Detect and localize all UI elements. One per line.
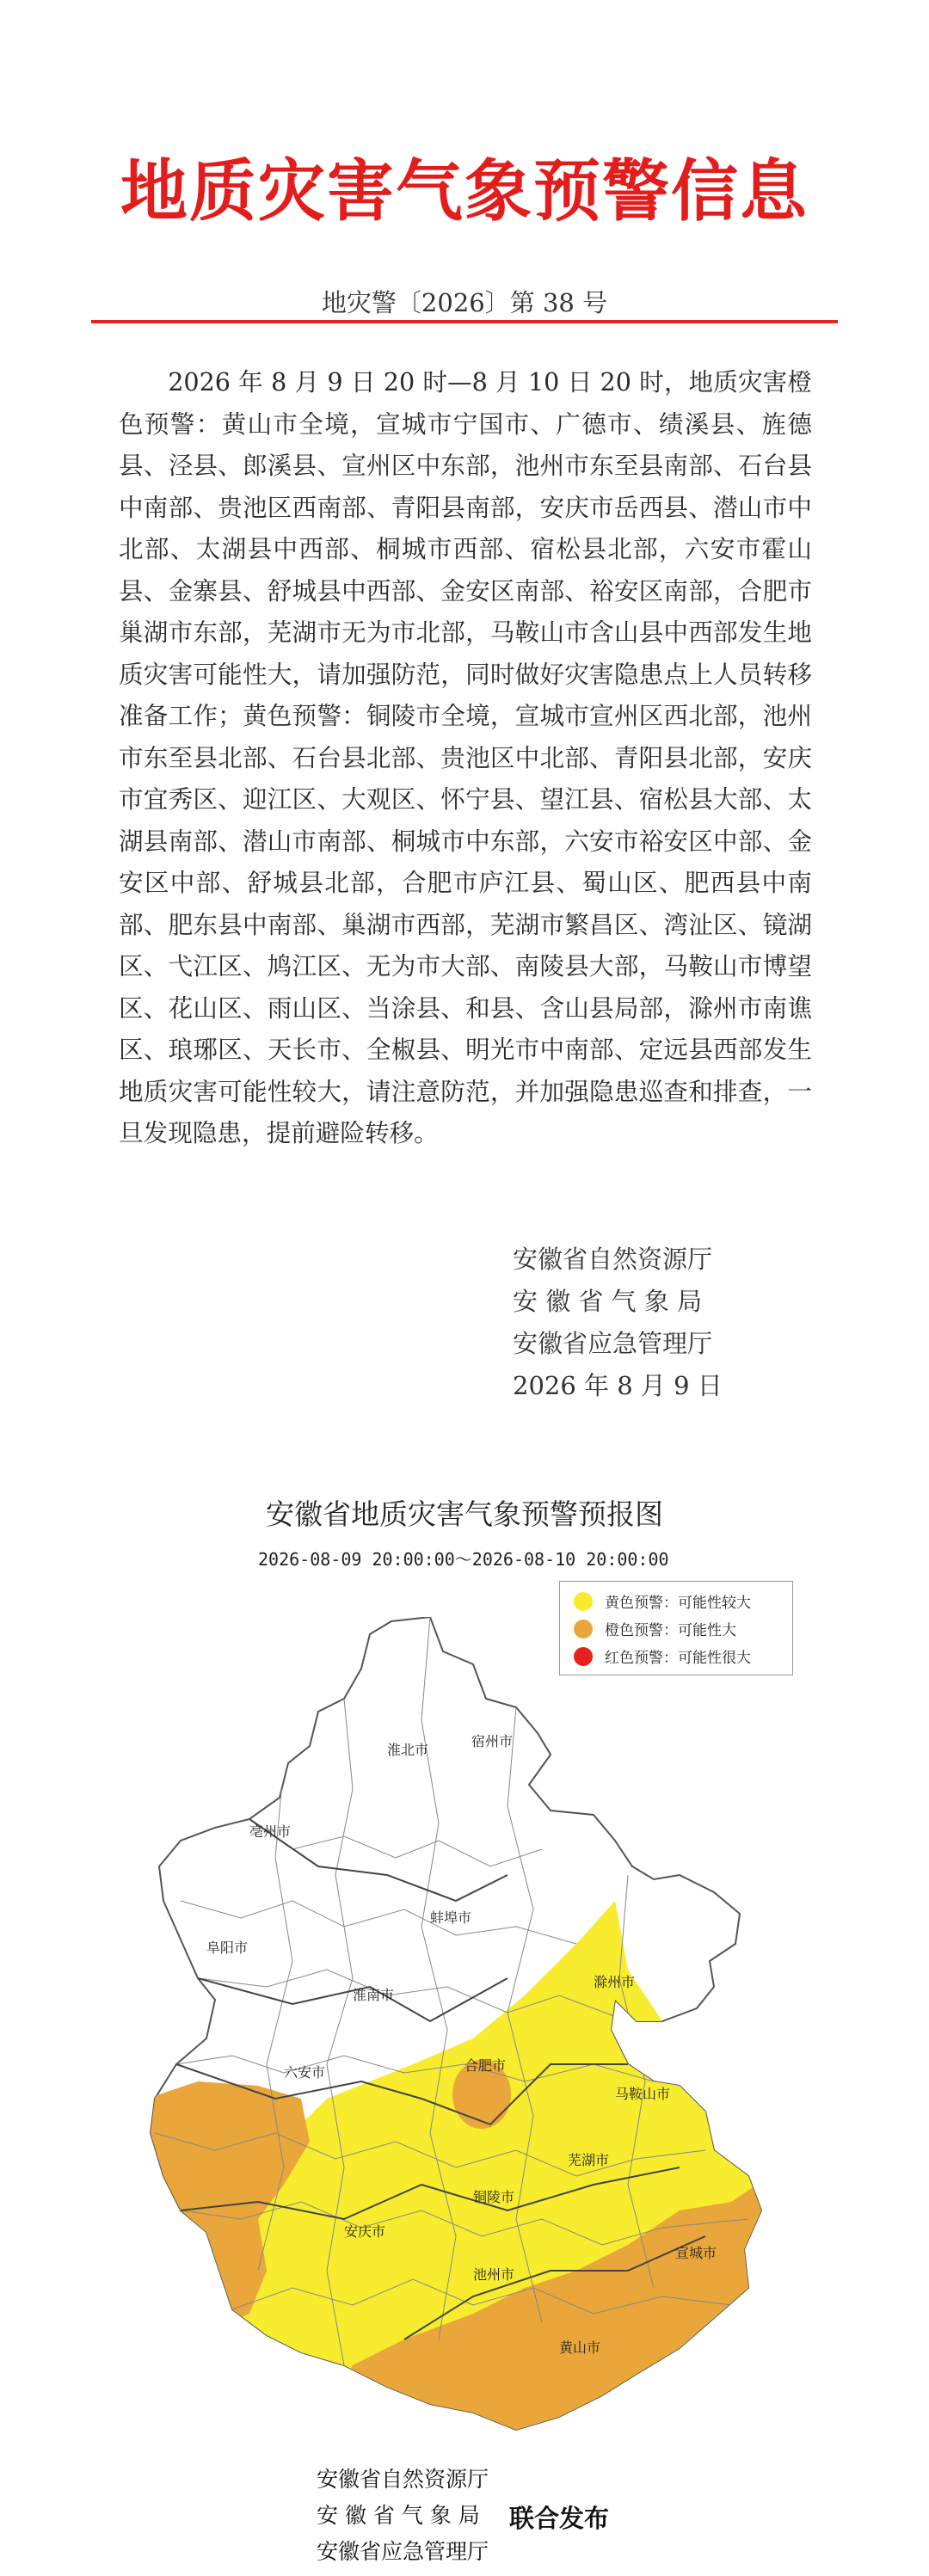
footer-org-natural-resources: 安徽省自然资源厅 bbox=[317, 2467, 489, 2492]
legend-label-orange: 橙色预警：可能性大 bbox=[605, 1622, 736, 1639]
city-label-huaibei: 淮北市 bbox=[387, 1742, 429, 1758]
city-label-hefei: 合肥市 bbox=[464, 2057, 507, 2074]
footer-issuers bbox=[317, 2462, 489, 2570]
map-period: 2026-08-09 20:00:00～2026-08-10 20:00:00 bbox=[258, 1549, 669, 1570]
city-label-chuzhou: 滁州市 bbox=[594, 1974, 636, 1990]
city-label-tongling: 铜陵市 bbox=[473, 2189, 515, 2205]
city-label-liuan: 六安市 bbox=[284, 2064, 326, 2081]
city-label-wuhu: 芜湖市 bbox=[568, 2152, 610, 2168]
document-number: 地灾警〔2026〕第 38 号 bbox=[321, 288, 608, 317]
city-label-maanshan: 马鞍山市 bbox=[615, 2086, 671, 2102]
city-label-xuancheng: 宣城市 bbox=[675, 2245, 717, 2261]
document-title: 地质灾害气象预警信息 bbox=[120, 153, 809, 231]
red-divider-line bbox=[91, 320, 838, 323]
yellow-dot-icon bbox=[574, 1592, 593, 1611]
city-label-anqing: 安庆市 bbox=[344, 2223, 386, 2240]
footer-org-meteorology: 安 徽 省 气 象 局 bbox=[317, 2503, 480, 2528]
warning-body-text: 2026 年 8 月 9 日 20 时—8 月 10 日 20 时，地质灾害橙色预警：黄山市全境，宣城市宁国市、广德市、绩溪县、旌德县、泾县、郎溪县、宣州区中东部，池州市东至县南部、石台县中南部、贵池区西南部、青阳县南部，安庆市岳西县、潜山市中北部、太湖县中西部、桐城市西部、宿松县北部，六安市霍山县、金寨县、舒城县中西部、金安区南部、裕安区南部，合肥市巢湖市东部，芜湖市无为市北部，马鞍山市含山县中西部发生地质灾害可能性大，请加强防范，同时做好灾害隐患点上人员转移准备工作；黄色预警：铜陵市全境，宣城市宣州区西北部，池州市东至县北部、石台县北部、贵池区中北部、青阳县北部，安庆市宜秀区、迎江区、大观区、怀宁县、望江县、宿松县大部、太湖县南部、潜山市南部、桐城市中东部，六安市裕安区中部、金安区中部、舒城县北部，合肥市庐江县、蜀山区、肥西县中南部、肥东县中南部、巢湖市西部，芜湖市繁昌区、湾沚区、镜湖区、弋江区、鸠江区、无为市大部、南陵县大部，马鞍山市博望区、花山区、雨山区、当涂县、和县、含山县局部，滁州市南谯区、琅琊区、天长市、全椒县、明光市中南部、定远县西部发生地质灾害可能性较大，请注意防范，并加强隐患巡查和排查，一旦发现隐患，提前避险转移。 bbox=[119, 367, 812, 1147]
map-title: 安徽省地质灾害气象预警预报图 bbox=[266, 1497, 663, 1531]
anhui-warning-map bbox=[146, 1617, 783, 2434]
city-label-suzhou: 宿州市 bbox=[471, 1733, 514, 1749]
signature-org-meteorology: 安 徽 省 气 象 局 bbox=[513, 1287, 703, 1316]
signature-org-emergency: 安徽省应急管理厅 bbox=[513, 1329, 713, 1358]
legend-label-yellow: 黄色预警：可能性较大 bbox=[605, 1595, 751, 1612]
city-label-chizhou: 池州市 bbox=[473, 2266, 515, 2283]
footer-joint-release: 联合发布 bbox=[509, 2504, 610, 2533]
city-label-fuyang: 阜阳市 bbox=[206, 1940, 249, 1956]
city-label-bozhou: 亳州市 bbox=[249, 1823, 292, 1840]
signature-date: 2026 年 8 月 9 日 bbox=[513, 1371, 723, 1400]
city-label-huainan: 淮南市 bbox=[353, 1987, 395, 2003]
legend-label-red: 红色预警：可能性很大 bbox=[605, 1650, 751, 1667]
legend-item-yellow bbox=[574, 1590, 751, 1612]
signature-org-natural-resources: 安徽省自然资源厅 bbox=[513, 1245, 713, 1274]
footer-org-emergency: 安徽省应急管理厅 bbox=[317, 2539, 489, 2564]
city-label-bengbu: 蚌埠市 bbox=[430, 1909, 472, 1926]
city-label-huangshan: 黄山市 bbox=[559, 2339, 601, 2356]
signature-block bbox=[513, 1239, 723, 1407]
